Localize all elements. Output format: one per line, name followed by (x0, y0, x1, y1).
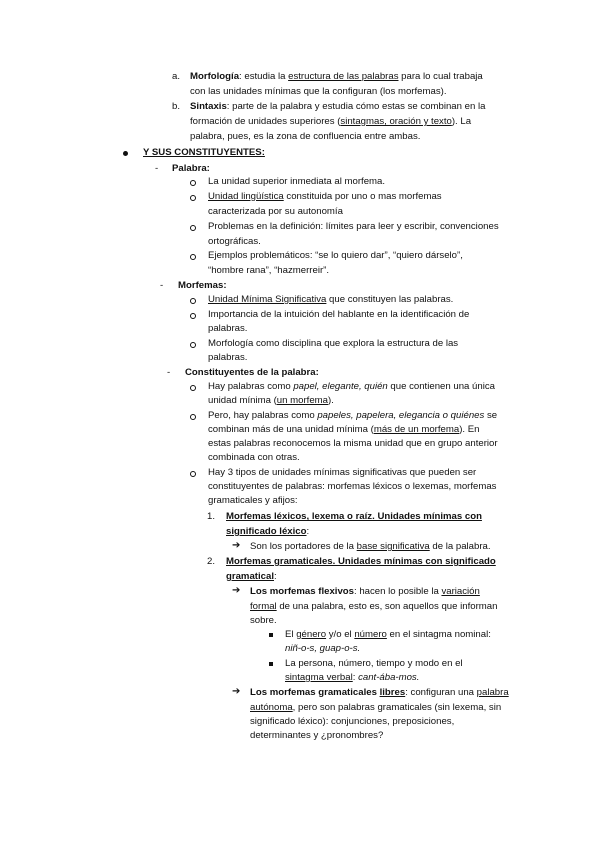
sub-item-persona: La persona, número, tiempo y modo en el (285, 658, 463, 669)
example-words: papeles, papelera, elegancia o quiénes (317, 410, 485, 421)
constituyentes-item-2-line2 (208, 424, 479, 436)
circle-bullet-icon (190, 195, 196, 201)
text: formación de unidades superiores ( (190, 116, 341, 127)
circle-bullet-icon (190, 313, 196, 319)
heading-morfemas-lexicos: Morfemas léxicos, lexema o raíz. Unidades mínimas con (226, 511, 482, 522)
link-mas-de-un-morfema: más de un morfema (373, 424, 460, 435)
morfemas-item-1 (208, 294, 453, 306)
link-palabra: palabra (476, 687, 509, 698)
morfemas-item-3: Morfología como disciplina que explora la estructura de las (208, 338, 459, 349)
sub-item-genero-example: niñ-o-s, guap-o-s. (285, 643, 361, 654)
heading-palabra: Palabra: (172, 163, 210, 174)
list-marker-1: 1. (207, 511, 216, 522)
section-title: Y SUS CONSTITUYENTES: (143, 147, 265, 158)
text: El (285, 629, 297, 640)
text: se (484, 410, 498, 421)
text: ). (327, 395, 334, 406)
text: , pero son palabras gramaticales (sin lexema, sin (292, 702, 502, 713)
text: gramatical (226, 571, 274, 582)
arrow-item-flexivos-line2 (250, 601, 497, 613)
constituyentes-item-2 (208, 410, 497, 422)
text: ). En (459, 424, 480, 435)
text: de una palabra, esto es, son aquellos que informan (276, 601, 498, 612)
term-libres: Los morfemas gramaticales (250, 687, 380, 698)
heading-morfemas-lexicos-line2 (226, 526, 309, 538)
dash-marker: - (155, 163, 159, 174)
constituyentes-item-3: Hay 3 tipos de unidades mínimas significativas que pueden ser (208, 467, 477, 478)
arrow-right-icon: ➔ (232, 540, 241, 551)
link-numero: número (354, 629, 387, 640)
palabra-item-2 (208, 191, 442, 203)
text: y/o el (326, 629, 355, 640)
dash-marker: - (167, 367, 171, 378)
palabra-item-3-line2: ortográficas. (208, 236, 261, 247)
text: que constituyen las palabras. (326, 294, 454, 305)
arrow-item-flexivos-line3: sobre. (250, 615, 277, 626)
link-sintagma-verbal: sintagma verbal (285, 672, 353, 683)
morfemas-item-3-line2: palabras. (208, 352, 248, 363)
text: de la palabra. (429, 541, 491, 552)
link-unidad-linguistica: Unidad lingüística (208, 191, 284, 202)
bullet-icon (123, 151, 128, 156)
text: : parte de la palabra y estudia cómo estas se combinan en la (226, 101, 486, 112)
square-bullet-icon (269, 633, 273, 637)
link-autonoma: autónoma (250, 702, 293, 713)
constituyentes-item-1-line2 (208, 395, 334, 407)
link-unidad-minima: Unidad Mínima Significativa (208, 294, 327, 305)
sub-item-persona-line2 (285, 672, 419, 684)
text: : (306, 526, 310, 537)
term-flexivos: Los morfemas flexivos (250, 586, 354, 597)
example-words: cant-ába-mos. (358, 672, 420, 683)
palabra-item-2-line2: caracterizada por su autonomía (208, 206, 343, 217)
constituyentes-item-1 (208, 381, 495, 393)
circle-bullet-icon (190, 471, 196, 477)
text: Hay palabras como (208, 381, 294, 392)
constituyentes-item-3-line2: constituyentes de palabras: morfemas léxicos o lexemas, morfemas (208, 481, 497, 492)
link-libres: libres (379, 687, 406, 698)
link-sintagmas: sintagmas, oración y texto (340, 116, 452, 127)
text: : (274, 571, 277, 582)
item-sintaxis-line3: palabra, pues, es la zona de confluencia entre ambas. (190, 131, 421, 142)
circle-bullet-icon (190, 414, 196, 420)
text: significado léxico (226, 526, 307, 537)
arrow-item-libres-line2 (250, 702, 501, 714)
item-morfologia-line2: con las unidades mínimas que la configuran (los morfemas). (190, 86, 447, 97)
circle-bullet-icon (190, 298, 196, 304)
circle-bullet-icon (190, 342, 196, 348)
arrow-item-base (250, 541, 491, 553)
heading-morfemas-gramaticales-line2 (226, 571, 277, 583)
text: Son los portadores de la (250, 541, 357, 552)
text: : configuran una (405, 687, 477, 698)
arrow-item-libres-line3: significado léxico): conjunciones, preposiciones, (250, 716, 455, 727)
list-marker-a: a. (172, 71, 181, 82)
text: : hacen lo posible la (353, 586, 442, 597)
link-genero: género (296, 629, 327, 640)
text: : (352, 672, 359, 683)
circle-bullet-icon (190, 254, 196, 260)
arrow-item-libres-line4: determinantes y ¿pronombres? (250, 730, 384, 741)
text: Pero, hay palabras como (208, 410, 318, 421)
palabra-item-3: Problemas en la definición: límites para leer y escribir, convenciones (208, 221, 499, 232)
link-formal: formal (250, 601, 277, 612)
text: en el sintagma nominal: (386, 629, 491, 640)
link-base-significativa: base significativa (356, 541, 430, 552)
link-estructura: estructura de las palabras (288, 71, 399, 82)
arrow-right-icon: ➔ (232, 585, 241, 596)
heading-morfemas: Morfemas: (178, 280, 227, 291)
list-marker-2: 2. (207, 556, 216, 567)
text: que contienen una única (387, 381, 495, 392)
heading-constituyentes: Constituyentes de la palabra: (185, 367, 319, 378)
link-variacion: variación (441, 586, 480, 597)
circle-bullet-icon (190, 225, 196, 231)
heading-morfemas-gramaticales: Morfemas gramaticales. Unidades mínimas con significado (226, 556, 496, 567)
list-marker-b: b. (172, 101, 181, 112)
sub-item-genero (285, 629, 491, 641)
dash-marker: - (160, 280, 164, 291)
item-sintaxis-line2 (190, 116, 471, 128)
constituyentes-item-2-line3: estas palabras reconocemos la misma unidad que en grupo anterior (208, 438, 498, 449)
link-un-morfema: un morfema (276, 395, 328, 406)
morfemas-item-2: Importancia de la intuición del hablante en la identificación de (208, 309, 470, 320)
palabra-item-4: Ejemplos problemáticos: “se lo quiero dar”, “quiero dárselo”, (208, 250, 463, 261)
constituyentes-item-2-line4: combinada con otras. (208, 452, 300, 463)
palabra-item-1: La unidad superior inmediata al morfema. (208, 176, 386, 187)
text: para lo cual trabaja (398, 71, 483, 82)
example-words: papel, elegante, quién (293, 381, 388, 392)
text: constituida por uno o mas morfemas (283, 191, 442, 202)
arrow-item-libres (250, 687, 509, 699)
item-morfologia (190, 71, 483, 83)
item-sintaxis (190, 101, 485, 113)
square-bullet-icon (269, 662, 273, 666)
circle-bullet-icon (190, 180, 196, 186)
arrow-right-icon: ➔ (232, 686, 241, 697)
constituyentes-item-3-line3: gramaticales y afijos: (208, 495, 298, 506)
text: combinan más de una unidad mínima ( (208, 424, 374, 435)
text: ). La (451, 116, 472, 127)
term-morfologia: Morfología (190, 71, 240, 82)
text: : estudia la (239, 71, 289, 82)
arrow-item-flexivos (250, 586, 480, 598)
morfemas-item-2-line2: palabras. (208, 323, 248, 334)
circle-bullet-icon (190, 385, 196, 391)
text: unidad mínima ( (208, 395, 277, 406)
term-sintaxis: Sintaxis (190, 101, 227, 112)
palabra-item-4-line2: “hombre rana”, “hazmerreir”. (208, 265, 330, 276)
